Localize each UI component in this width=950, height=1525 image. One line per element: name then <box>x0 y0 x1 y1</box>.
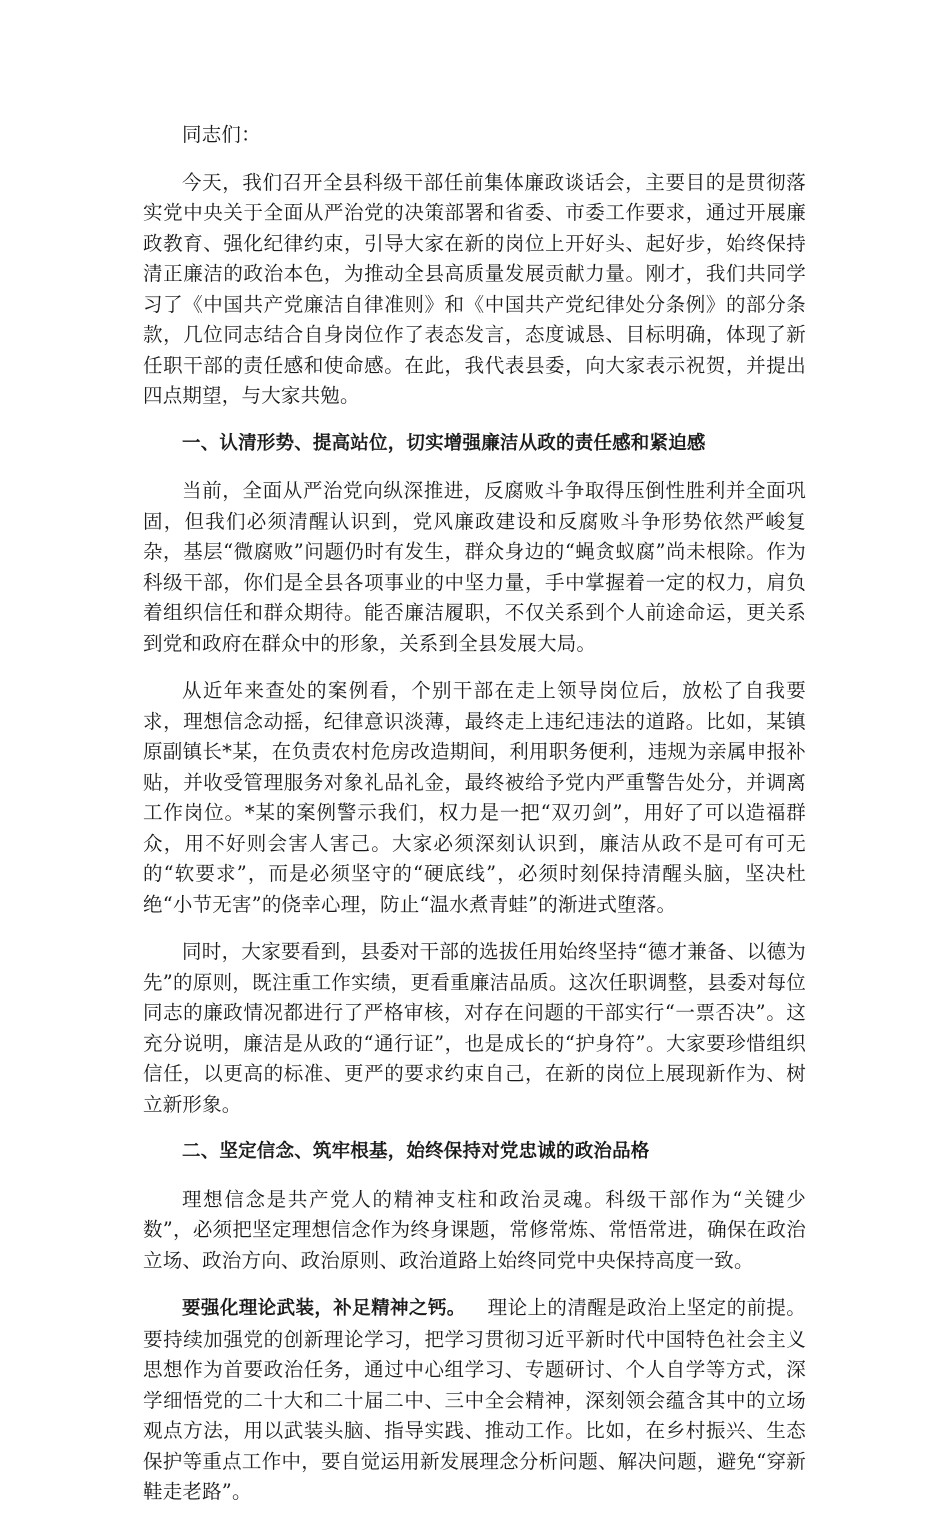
section-1-paragraph-2: 从近年来查处的案例看，个别干部在走上领导岗位后，放松了自我要求，理想信念动摇，纪律意识淡薄，最终走上违纪违法的道路。比如，某镇原副镇长*某，在负责农村危房改造期间，利用职务便利，违规为亲属申报补贴，并收受管理服务对象礼品礼金，最终被给予党内严重警告处分，并调离工作岗位。*某的案例警示我们，权力是一把“双刃剑”，用好了可以造福群众，用不好则会害人害己。大家必须深刻认识到，廉洁从政不是可有可无的“软要求”，而是必须坚守的“硬底线”，必须时刻保持清醒头脑，坚决杜绝“小节无害”的侥幸心理，防止“温水煮青蛙”的渐进式堕落。 <box>143 679 806 916</box>
section-1-heading: 一、认清形势、提高站位，切实增强廉洁从政的责任感和紧迫感 <box>182 432 706 454</box>
section-2-lead-paragraph <box>143 1293 806 1508</box>
intro-paragraph: 今天，我们召开全县科级干部任前集体廉政谈话会，主要目的是贯彻落实党中央关于全面从严治党的决策部署和省委、市委工作要求，通过开展廉政教育、强化纪律约束，引导大家在新的岗位上开好头、起好步，始终保持清正廉洁的政治本色，为推动全县高质量发展贡献力量。刚才，我们共同学习了《中国共产党廉洁自律准则》和《中国共产党纪律处分条例》的部分条款，几位同志结合自身岗位作了表态发言，态度诚恳、目标明确，体现了新任职干部的责任感和使命感。在此，我代表县委，向大家表示祝贺，并提出四点期望，与大家共勉。 <box>143 170 806 407</box>
lead-sentence: 要强化理论武装，补足精神之钙。 <box>182 1298 466 1319</box>
document-page <box>143 120 806 1525</box>
section-2-paragraph-1: 理想信念是共产党人的精神支柱和政治灵魂。科级干部作为“关键少数”，必须把坚定理想信念作为终身课题，常修常炼、常悟常进，确保在政治立场、政治方向、政治原则、政治道路上始终同党中央保持高度一致。 <box>143 1187 806 1272</box>
section-1-paragraph-1: 当前，全面从严治党向纵深推进，反腐败斗争取得压倒性胜利并全面巩固，但我们必须清醒认识到，党风廉政建设和反腐败斗争形势依然严峻复杂，基层“微腐败”问题仍时有发生，群众身边的“蝇贪蚁腐”尚未根除。作为科级干部，你们是全县各项事业的中坚力量，手中掌握着一定的权力，肩负着组织信任和群众期待。能否廉洁履职，不仅关系到个人前途命运，更关系到党和政府在群众中的形象，关系到全县发展大局。 <box>143 479 806 655</box>
section-2-heading: 二、坚定信念、筑牢根基，始终保持对党忠诚的政治品格 <box>182 1141 650 1162</box>
salutation: 同志们： <box>182 123 261 146</box>
lead-paragraph-body: 理论上的清醒是政治上坚定的前提。要持续加强党的创新理论学习，把学习贯彻习近平新时代中国特色社会主义思想作为首要政治任务，通过中心组学习、专题研讨、个人自学等方式，深学细悟党的二十大和二十届二中、三中全会精神，深刻领会蕴含其中的立场观点方法，用以武装头脑、指导实践、推动工作。比如，在乡村振兴、生态保护等重点工作中，要自觉运用新发展理念分析问题、解决问题，避免“穿新鞋走老路”。 <box>143 1296 806 1503</box>
section-1-paragraph-3: 同时，大家要看到，县委对干部的选拔任用始终坚持“德才兼备、以德为先”的原则，既注重工作实绩，更看重廉洁品质。这次任职调整，县委对每位同志的廉政情况都进行了严格审核，对存在问题的干部实行“一票否决”。这充分说明，廉洁是从政的“通行证”，也是成长的“护身符”。大家要珍惜组织信任，以更高的标准、更严的要求约束自己，在新的岗位上展现新作为、树立新形象。 <box>143 940 806 1116</box>
